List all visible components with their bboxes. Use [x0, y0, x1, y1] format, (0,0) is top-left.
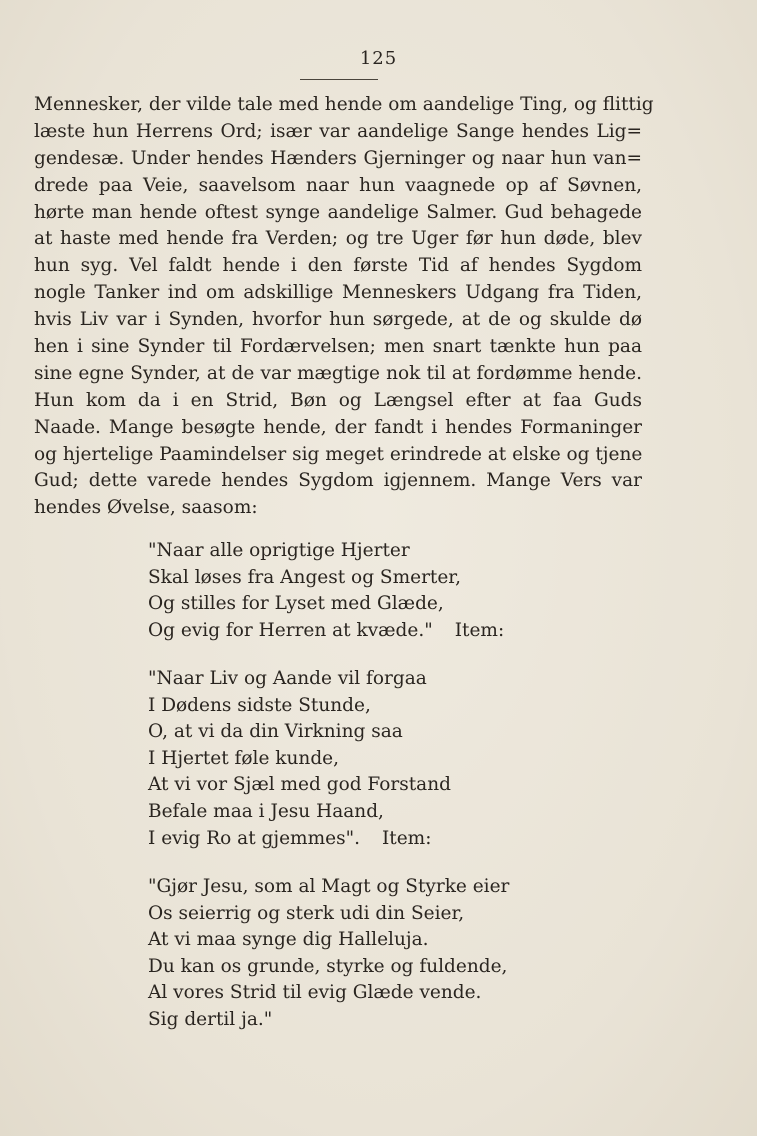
verse-line: "Naar Liv og Aande vil forgaa — [148, 668, 427, 689]
header-rule — [300, 79, 378, 80]
verse-line-with-item — [148, 826, 608, 853]
verse-line: I evig Ro at gjemmes". — [148, 827, 360, 849]
page-number: 125 — [359, 48, 398, 69]
prose-paragraph — [34, 92, 654, 522]
prose-line: Hun kom da i en Strid, Bøn og Længsel efter at faa Guds — [34, 389, 642, 411]
prose-line: nogle Tanker ind om adskillige Menneskers Udgang fra Tiden, — [34, 282, 642, 304]
prose-line: hun syg. Vel faldt hende i den første Tid af hendes Sygdom — [34, 255, 642, 277]
prose-line: Naade. Mange besøgte hende, der fandt i hendes Formaninger — [34, 416, 642, 438]
item-marker: Item: — [381, 827, 432, 849]
verse-line-with-item — [148, 618, 608, 645]
verse-line: Os seierrig og sterk udi din Seier, — [148, 902, 465, 924]
prose-line: hendes Øvelse, saasom: — [34, 497, 258, 519]
verse-line: Skal løses fra Angest og Smerter, — [148, 566, 462, 588]
item-marker: Item: — [454, 619, 505, 641]
verse-line: O, at vi da din Virkning saa — [148, 721, 403, 743]
prose-line: hen i sine Synder til Fordærvelsen; men snart tænkte hun paa — [34, 336, 642, 358]
verse-line: "Gjør Jesu, som al Magt og Styrke eier — [148, 876, 510, 897]
verse-stanza-2 — [148, 666, 608, 852]
prose-line: læste hun Herrens Ord; især var aandelige Sange hendes Lig= — [34, 120, 642, 142]
verse-line: Og evig for Herren at kvæde." — [148, 619, 433, 641]
prose-line: hørte man hende oftest synge aandelige Salmer. Gud behagede — [34, 201, 642, 223]
verse-line: Befale maa i Jesu Haand, — [148, 800, 384, 822]
verse-line: I Hjertet føle kunde, — [148, 747, 339, 769]
verse-line: Sig dertil ja." — [148, 1008, 273, 1030]
prose-line: hvis Liv var i Synden, hvorfor hun sørgede, at de og skulde dø — [34, 309, 642, 331]
prose-line: og hjertelige Paamindelser sig meget erindrede at elske og tjene — [34, 443, 643, 465]
verse-line: At vi maa synge dig Halleluja. — [148, 929, 429, 951]
verse-line: Og stilles for Lyset med Glæde, — [148, 593, 444, 615]
verse-line: Du kan os grunde, styrke og fuldende, — [148, 955, 508, 977]
verse-line: "Naar alle oprigtige Hjerter — [148, 540, 410, 561]
prose-line: at haste med hende fra Verden; og tre Uger før hun døde, blev — [34, 228, 642, 250]
prose-line: sine egne Synder, at de var mægtige nok til at fordømme hende. — [34, 362, 642, 384]
prose-line: Gud; dette varede hendes Sygdom igjennem. Mange Vers var — [34, 470, 642, 492]
verse-line: At vi vor Sjæl med god Forstand — [148, 774, 451, 796]
verse-stanza-1 — [148, 538, 608, 644]
prose-line: drede paa Veie, saavelsom naar hun vaagnede op af Søvnen, — [34, 174, 642, 196]
verse-line: I Dødens sidste Stunde, — [148, 694, 371, 716]
prose-line: Mennesker, der vilde tale med hende om aandelige Ting, og flittig — [34, 94, 654, 115]
verse-line: Al vores Strid til evig Glæde vende. — [148, 982, 482, 1004]
prose-line: gendesæ. Under hendes Hænders Gjerninger og naar hun van= — [34, 147, 642, 169]
verse-stanza-3 — [148, 874, 608, 1034]
